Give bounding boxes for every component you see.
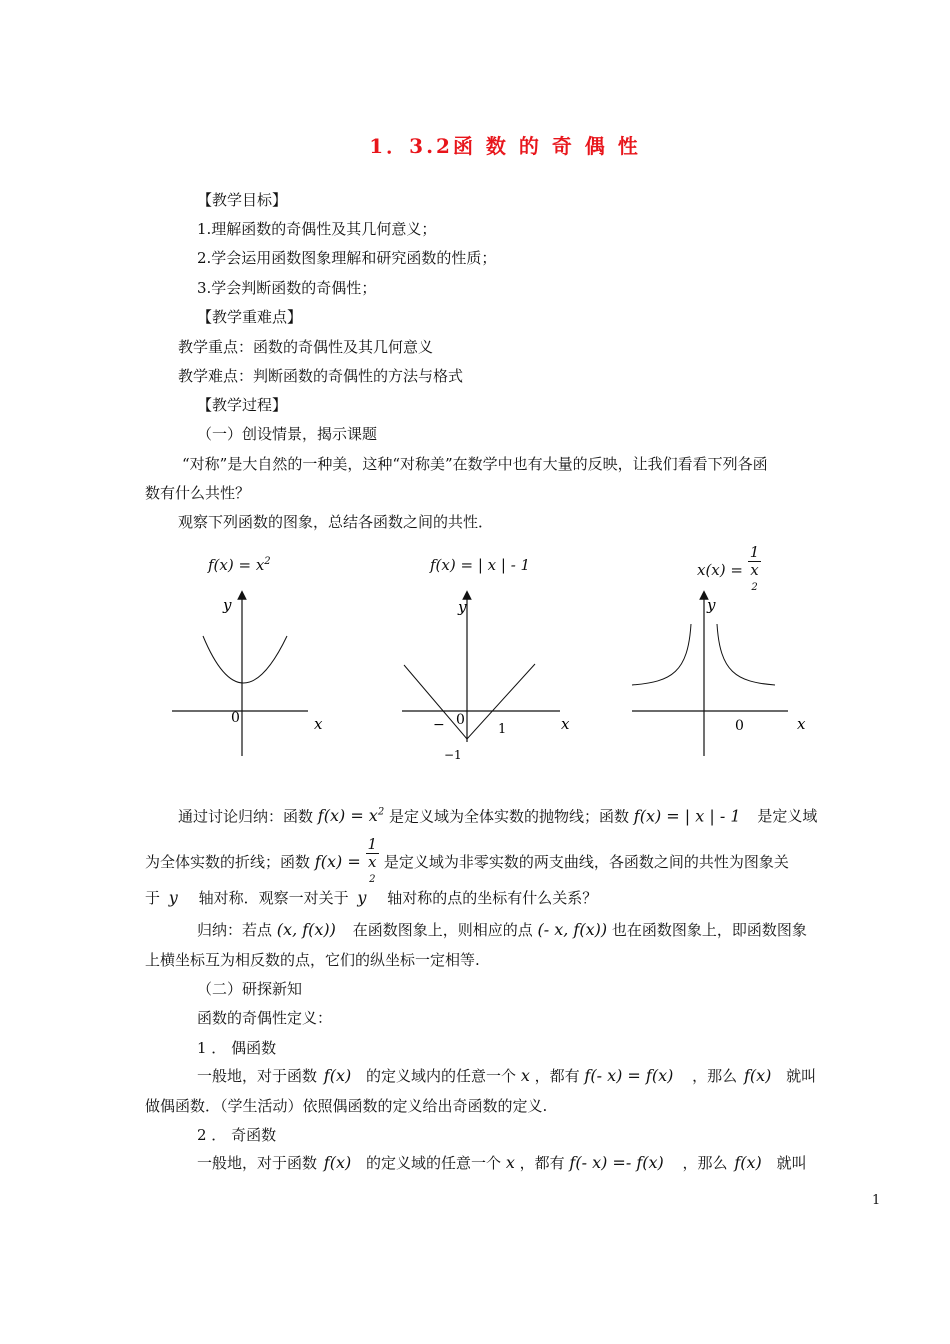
goal-1: 1.理解函数的奇偶性及其几何意义； xyxy=(197,220,437,238)
key-heading: 【教学重难点】 xyxy=(197,308,303,326)
difficult-point: 教学难点：判断函数的奇偶性的方法与格式 xyxy=(178,367,464,385)
graph2-x-label: x xyxy=(561,715,570,733)
graph2-neg-one: −1 xyxy=(444,748,462,762)
graph2-label: f(x) = | x | - 1 xyxy=(430,556,531,574)
even-line-1: 一般地，对于函数 f(x) 的定义域内的任意一个 x ，都有 f(- x) = f(x) ，那么 f(x) 就叫 xyxy=(197,1066,817,1085)
part1-heading: （一）创设情景，揭示课题 xyxy=(197,425,378,443)
graph2-origin: 0 xyxy=(456,712,465,728)
graph3-left-branch xyxy=(632,624,691,685)
key-point: 教学重点：函数的奇偶性及其几何意义 xyxy=(178,338,434,356)
page-number: 1 xyxy=(872,1193,881,1208)
definition-heading: 函数的奇偶性定义： xyxy=(197,1009,333,1027)
goal-3: 3.学会判断函数的奇偶性； xyxy=(197,279,377,297)
graph3-label: x(x) = 1 x 2 xyxy=(697,543,760,593)
page-title: 1．3.2函 数 的 奇 偶 性 xyxy=(369,134,641,158)
process-heading: 【教学过程】 xyxy=(197,396,288,414)
graph3-x-label: x xyxy=(797,715,806,733)
graph1-y-label: y xyxy=(223,596,232,614)
summary-line-3: 于 y 轴对称．观察一对关于 y 轴对称的点的坐标有什么关系？ xyxy=(145,888,598,907)
summary-line-1: 通过讨论归纳：函数 $f(x) = x^2$ 是定义域为全体实数的抛物线；函数 f(x) = | x | - 1 是定义域 xyxy=(178,806,818,826)
intro-line-1: “对称”是大自然的一种美，这种“对称美”在数学中也有大量的反映，让我们看看下列各函 xyxy=(182,455,768,473)
graph3-y-label: y xyxy=(707,596,716,614)
part2-heading: （二）研探新知 xyxy=(197,980,303,998)
graph2-one: 1 xyxy=(498,722,507,737)
graph1-label: $f(x) = x^2$ xyxy=(208,556,271,574)
graph2-polyline xyxy=(404,664,535,739)
even-line-2: 做偶函数．（学生活动）依照偶函数的定义给出奇函数的定义. xyxy=(145,1097,548,1115)
graph3-right-branch xyxy=(717,624,775,685)
graph1-origin: 0 xyxy=(231,710,240,726)
generalize-line-1: 归纳：若点 (x, f(x)) 在函数图象上，则相应的点 (- x, f(x)) 也在函数图象上，即函数图象 xyxy=(197,920,807,939)
even-heading: 1 ． 偶函数 xyxy=(197,1039,277,1057)
graph1-parabola xyxy=(203,636,287,683)
odd-line-1: 一般地，对于函数 f(x) 的定义域的任意一个 x ，都有 f(- x) =- f(x) ，那么 f(x) 就叫 xyxy=(197,1153,807,1172)
observe-line: 观察下列函数的图象，总结各函数之间的共性． xyxy=(178,513,494,531)
graph3-origin: 0 xyxy=(735,718,744,734)
graph2 xyxy=(402,595,570,762)
graph1-x-label: x xyxy=(314,715,323,733)
graph3 xyxy=(632,595,806,756)
goal-2: 2.学会运用函数图象理解和研究函数的性质； xyxy=(197,249,497,267)
intro-line-2: 数有什么共性？ xyxy=(145,484,251,502)
odd-heading: 2 ． 奇函数 xyxy=(197,1126,277,1144)
graph2-minus-label: − xyxy=(433,717,445,733)
goals-heading: 【教学目标】 xyxy=(197,191,288,209)
generalize-line-2: 上横坐标互为相反数的点，它们的纵坐标一定相等. xyxy=(145,951,480,969)
graph1 xyxy=(172,595,323,756)
graph2-y-label: y xyxy=(458,598,467,616)
summary-line-2: 为全体实数的折线；函数 f(x) = 1 x 2 是定义域为非零实数的两支曲线，各函数之间的共性为图象关 xyxy=(145,835,789,885)
